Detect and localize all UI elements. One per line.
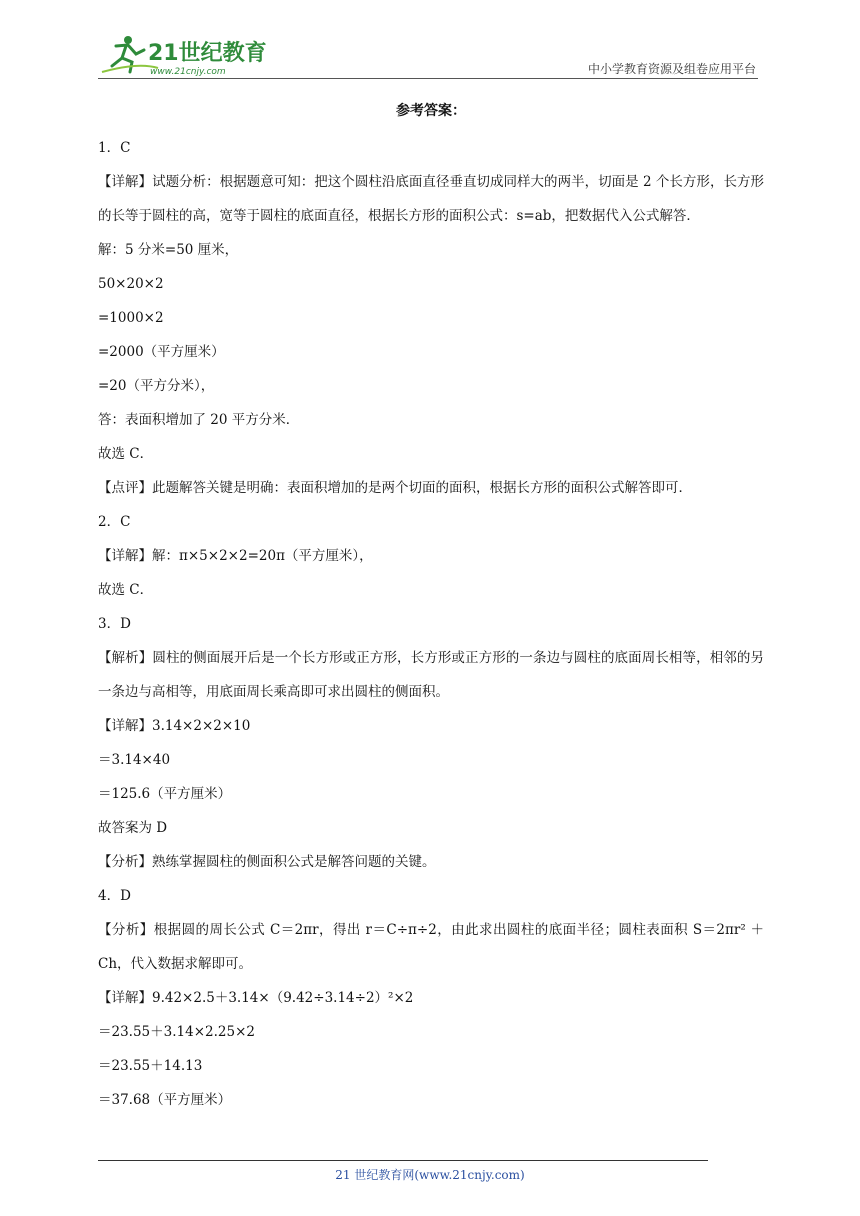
text-line: 【详解】解：π×5×2×2=20π（平方厘米）， <box>98 548 373 564</box>
text-line: 【详解】9.42×2.5＋3.14×（9.42÷3.14÷2）²×2 <box>98 990 414 1006</box>
text-line: =2000（平方厘米） <box>98 344 225 360</box>
text-line: ＝23.55＋3.14×2.25×2 <box>98 1024 255 1040</box>
text-line: 【详解】试题分析：根据题意可知：把这个圆柱沿底面直径垂直切成同样大的两半，切面是 2 个长方形，长方形的长等于圆柱的高，宽等于圆柱的底面直径，根据长方形的面积公式：s=ab，把数据代入公式解答． <box>98 174 764 224</box>
text-line: ＝125.6（平方厘米） <box>98 786 232 802</box>
answer-lines <box>98 131 764 1117</box>
text-line: 【详解】3.14×2×2×10 <box>98 718 251 734</box>
text-line: 【分析】根据圆的周长公式 C＝2πr，得出 r＝C÷π÷2，由此求出圆柱的底面半径；圆柱表面积 S＝2πr² ＋Ch，代入数据求解即可。 <box>98 922 764 972</box>
text-line: ＝37.68（平方厘米） <box>98 1092 232 1108</box>
text-line: 故选 C． <box>98 582 154 598</box>
platform-label: 中小学教育资源及组卷应用平台 <box>587 62 756 76</box>
answers-title: 参考答案： <box>396 103 466 119</box>
text-line: 3．D <box>98 616 131 632</box>
header-divider <box>98 78 758 79</box>
text-line: ＝3.14×40 <box>98 752 171 768</box>
answer-content <box>98 97 764 1117</box>
text-line: 故选 C． <box>98 446 154 462</box>
text-line: =1000×2 <box>98 310 164 326</box>
page-header <box>98 32 758 80</box>
text-line: 故答案为 D <box>98 820 168 836</box>
text-line: 50×20×2 <box>98 276 164 292</box>
text-line: =20（平方分米）， <box>98 378 215 394</box>
text-line: 答：表面积增加了 20 平方分米． <box>98 412 300 428</box>
svg-text:21世纪教育: 21世纪教育 <box>148 41 267 66</box>
text-line: ＝23.55＋14.13 <box>98 1058 203 1074</box>
text-line: 2．C <box>98 514 131 530</box>
text-line: 4．D <box>98 888 131 904</box>
text-line: 1．C <box>98 140 131 156</box>
svg-text:www.21cnjy.com: www.21cnjy.com <box>150 67 226 77</box>
footer-text: 21 世纪教育网(www.21cnjy.com) <box>335 1168 525 1182</box>
text-line: 解：5 分米=50 厘米， <box>98 242 239 258</box>
text-line: 【解析】圆柱的侧面展开后是一个长方形或正方形，长方形或正方形的一条边与圆柱的底面周长相等，相邻的另一条边与高相等，用底面周长乘高即可求出圆柱的侧面积。 <box>98 650 764 700</box>
text-line: 【点评】此题解答关键是明确：表面积增加的是两个切面的面积，根据长方形的面积公式解答即可． <box>98 480 692 496</box>
logo-21cnjy <box>98 32 268 78</box>
text-line: 【分析】熟练掌握圆柱的侧面积公式是解答问题的关键。 <box>98 854 436 870</box>
footer-divider <box>98 1160 708 1161</box>
